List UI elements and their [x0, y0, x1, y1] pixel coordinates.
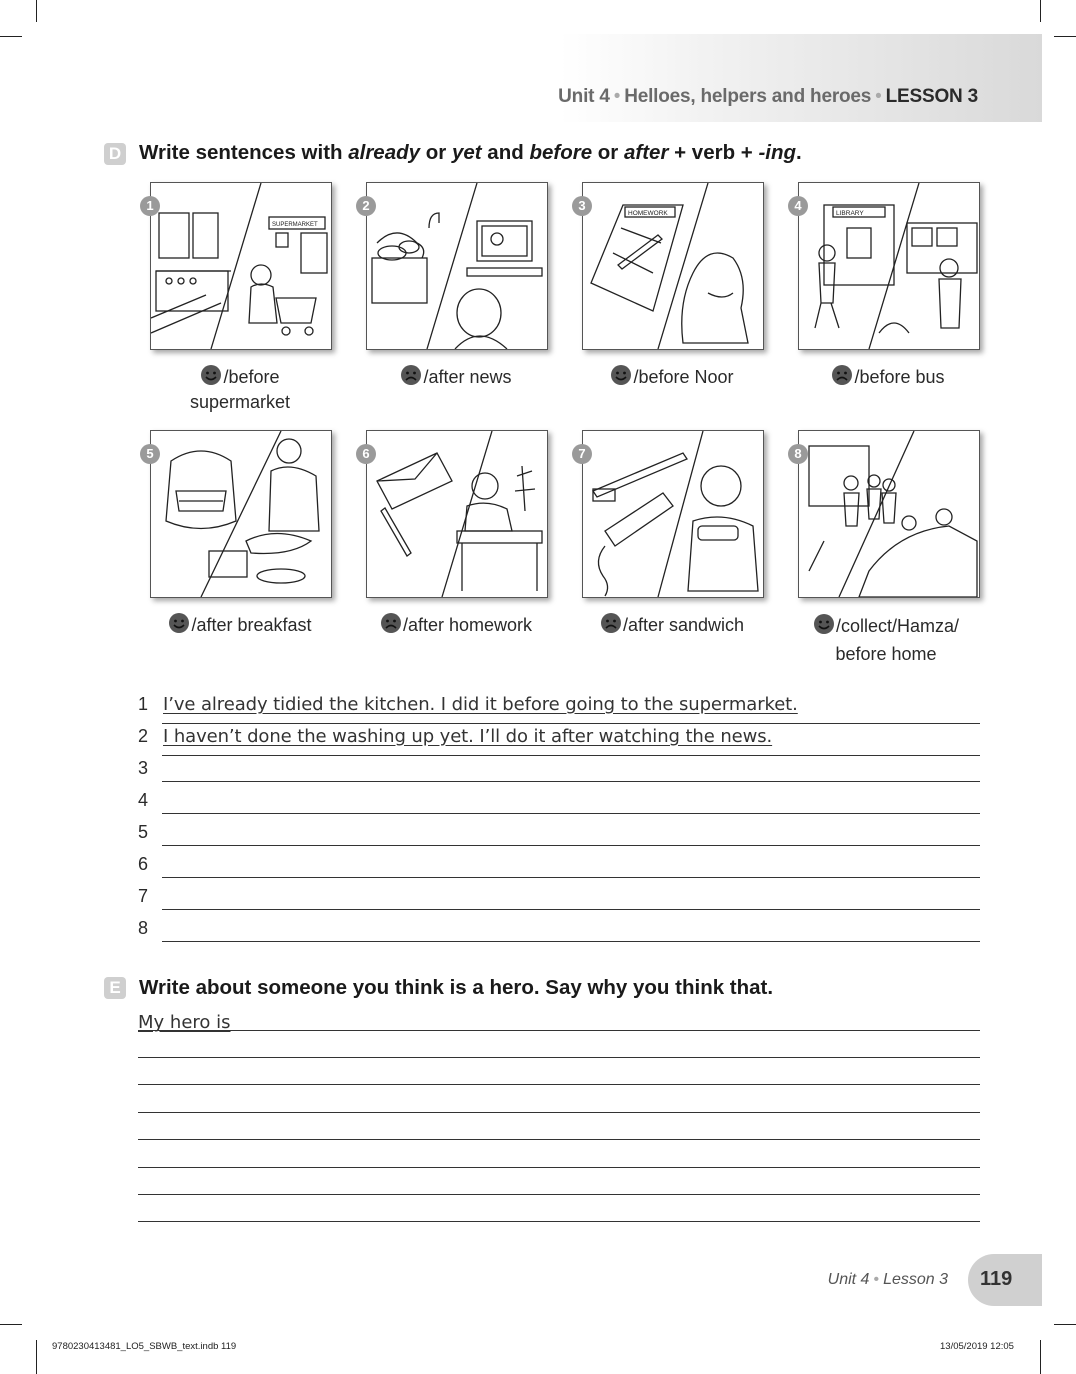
picture-panel-6: [366, 430, 548, 598]
picture-caption-7: /after sandwich: [572, 612, 772, 638]
picture-caption-4: /before bus: [788, 364, 988, 390]
writing-line[interactable]: [138, 1139, 980, 1140]
answer-number: 4: [138, 790, 149, 810]
writing-line[interactable]: [138, 1112, 980, 1113]
picture-caption-6: /after homework: [356, 612, 556, 638]
crop-mark: [0, 1324, 22, 1325]
answer-line: [162, 723, 980, 724]
picture-number-1: 1: [140, 196, 160, 216]
answer-line[interactable]: [162, 813, 980, 814]
sad-face-icon: [380, 612, 402, 634]
print-file-info: 9780230413481_LO5_SBWB_text.indb 119: [52, 1341, 237, 1352]
picture-panel-4: [798, 182, 980, 350]
answer-number: 7: [138, 886, 149, 906]
answer-number: 6: [138, 854, 149, 874]
answer-text[interactable]: I haven’t done the washing up yet. I’ll do it after watching the news.: [163, 726, 773, 747]
sad-face-icon: [400, 364, 422, 386]
crop-mark: [1040, 0, 1041, 22]
library-bus-illustration: [799, 183, 979, 349]
hero-prompt: My hero is: [138, 1012, 231, 1033]
picture-number-3: 3: [572, 196, 592, 216]
picture-number-2: 2: [356, 196, 376, 216]
answer-number: 2: [138, 726, 149, 746]
picture-number-8: 8: [788, 444, 808, 464]
page-number: 119: [980, 1268, 1013, 1290]
answer-number: 3: [138, 758, 149, 778]
picture-panel-5: [150, 430, 332, 598]
header-unit: Unit 4: [558, 86, 610, 107]
picture-number-6: 6: [356, 444, 376, 464]
picture-caption-5: /after breakfast: [140, 612, 340, 638]
section-d-title: Write sentences with already or yet and before or after + verb + -ing.: [139, 141, 802, 164]
answer-row-6: [138, 854, 980, 884]
toothbrush-sandwich-illustration: [583, 431, 763, 597]
crop-mark: [36, 1340, 37, 1374]
header-unit-title: Helloes, helpers and heroes: [624, 86, 872, 107]
answer-line: [162, 755, 980, 756]
section-e-badge: E: [104, 977, 126, 999]
section-e-title: Write about someone you think is a hero. Say why you think that.: [139, 976, 774, 999]
picture-caption-2: /after news: [356, 364, 556, 390]
header-band: [560, 34, 1042, 122]
crop-mark: [1054, 36, 1076, 37]
dishes-tv-illustration: [367, 183, 547, 349]
crop-mark: [1054, 1324, 1076, 1325]
answer-row-4: [138, 790, 980, 820]
picture-panel-7: [582, 430, 764, 598]
answer-number: 8: [138, 918, 149, 938]
answer-row-1: [138, 694, 980, 724]
homework-girl-illustration: [583, 183, 763, 349]
answer-row-8: [138, 918, 980, 948]
picture-panel-3: [582, 182, 764, 350]
answer-line[interactable]: [162, 781, 980, 782]
answer-line[interactable]: [162, 909, 980, 910]
writing-line[interactable]: [138, 1030, 980, 1031]
picture-panel-8: [798, 430, 980, 598]
running-header: Unit 4 • Helloes, helpers and heroes • LESSON 3: [558, 86, 978, 107]
writing-line[interactable]: [138, 1084, 980, 1085]
svg-text:LIBRARY: LIBRARY: [836, 210, 864, 217]
picture-caption-3: /before Noor: [572, 364, 772, 390]
sandwich-breakfast-illustration: [151, 431, 331, 597]
answer-line[interactable]: [162, 941, 980, 942]
crop-mark: [0, 36, 22, 37]
footer-label: Unit 4 • Lesson 3: [827, 1271, 948, 1288]
picture-panel-1: [150, 182, 332, 350]
answer-number: 5: [138, 822, 149, 842]
envelope-desk-illustration: [367, 431, 547, 597]
happy-face-icon: [813, 613, 835, 635]
answer-line[interactable]: [162, 877, 980, 878]
happy-face-icon: [610, 364, 632, 386]
header-lesson: LESSON 3: [885, 86, 978, 107]
answer-row-3: [138, 758, 980, 788]
svg-text:HOMEWORK: HOMEWORK: [628, 210, 668, 217]
print-date-info: 13/05/2019 12:05: [940, 1341, 1014, 1352]
picture-panel-2: [366, 182, 548, 350]
picture-caption-8: /collect/Hamza/ before home: [786, 612, 986, 668]
crop-mark: [36, 0, 37, 22]
happy-face-icon: [168, 612, 190, 634]
kitchen-supermarket-illustration: [151, 183, 331, 349]
writing-line[interactable]: [138, 1167, 980, 1168]
picture-number-4: 4: [788, 196, 808, 216]
crop-mark: [1040, 1340, 1041, 1374]
section-d-badge: D: [104, 143, 126, 165]
answer-row-7: [138, 886, 980, 916]
sad-face-icon: [600, 612, 622, 634]
answer-text[interactable]: I’ve already tidied the kitchen. I did it before going to the supermarket.: [163, 694, 798, 715]
picture-number-5: 5: [140, 444, 160, 464]
writing-line[interactable]: [138, 1221, 980, 1222]
answer-row-5: [138, 822, 980, 852]
writing-line[interactable]: [138, 1057, 980, 1058]
picture-caption-1: /before supermarket: [140, 364, 340, 415]
writing-line[interactable]: [138, 1194, 980, 1195]
answer-row-2: [138, 726, 980, 756]
sad-face-icon: [831, 364, 853, 386]
svg-text:SUPERMARKET: SUPERMARKET: [272, 222, 318, 228]
picture-number-7: 7: [572, 444, 592, 464]
happy-face-icon: [200, 364, 222, 386]
school-car-illustration: [799, 431, 979, 597]
answer-number: 1: [138, 694, 149, 714]
answer-line[interactable]: [162, 845, 980, 846]
